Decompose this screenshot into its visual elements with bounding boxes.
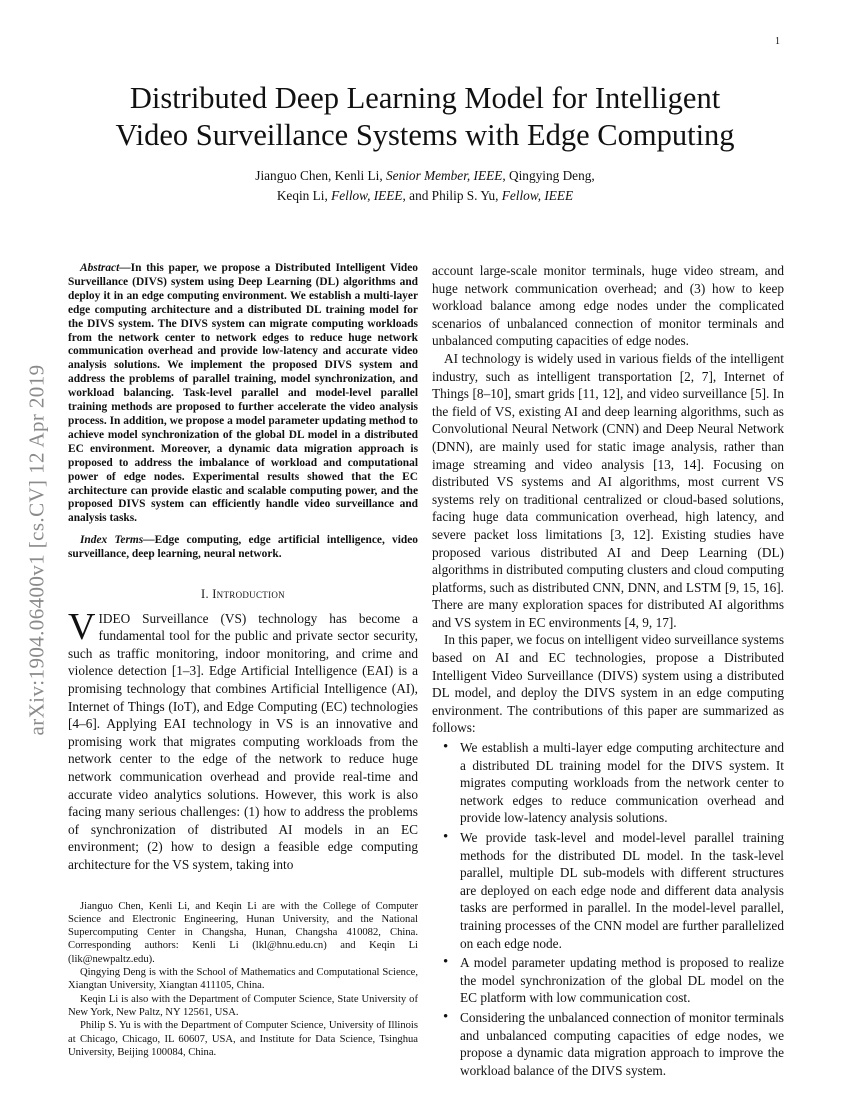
contribution-item: • Considering the unbalanced connection of monitor terminals and unbalanced computing capacities of edge nodes, we propose a dynamic data migration approach to improve the workload balance of the DIVS system. bbox=[460, 1009, 784, 1079]
contributions-list bbox=[432, 739, 784, 1079]
contribution-item: • We establish a multi-layer edge computing architecture and a distributed DL training model for the DIVS system. It migrates computing workloads from the network center to network edges to reduce communication overhead and provide low-latency analysis solutions. bbox=[460, 739, 784, 827]
author-names-4: , and Philip S. Yu, bbox=[402, 188, 502, 203]
footnote: Keqin Li is also with the Department of Computer Science, State University of New York, New Paltz, NY 12561, USA. bbox=[68, 993, 418, 1018]
author-line-1 bbox=[60, 166, 790, 186]
arxiv-watermark bbox=[20, 290, 54, 810]
author-line-2 bbox=[60, 186, 790, 206]
intro-paragraph-1-text: IDEO Surveillance (VS) technology has become a fundamental tool for the public and private sector security, such as traffic monitoring, indoor monitoring, and crime and violence detection [1–3]. Edge Artificial Intelligence (EAI) is a promising technology that combines Artificial Intelligence (AI), Internet of Things (IoT), and Edge Computing (EC) technologies [4–6]. Applying EAI technology in VS is an innovative and promising work that migrates computing workloads from the network center to the edge of the network to reduce huge network communication overhead and provide real-time and accurate video analytics solutions. However, this work is also facing many serious challenges: (1) how to address the problems of synchronization of distributed AI models in an EC environment; (2) how to design a feasible edge computing architecture for the VS system, taking into bbox=[68, 610, 418, 872]
title-line-1: Distributed Deep Learning Model for Intelligent bbox=[129, 81, 721, 115]
author-names-1: Jianguo Chen, Kenli Li, bbox=[255, 168, 387, 183]
drop-cap: V bbox=[68, 605, 96, 648]
section-title: Introduction bbox=[212, 587, 285, 602]
author-names-3: Keqin Li, bbox=[276, 188, 332, 203]
footnote: Jianguo Chen, Kenli Li, and Keqin Li are with the College of Computer Science and Electronic Engineering, Hunan University, and the National Supercomputing Center in Changsha, Hunan, Changsha 410082, China. Corresponding authors: Kenli Li (lkl@hnu.edu.cn) and Keqin Li (lik@newpaltz.edu). bbox=[68, 900, 418, 965]
arxiv-id-text: arXiv:1904.06400v1 [cs.CV] 12 Apr 2019 bbox=[24, 364, 49, 736]
intro-paragraph-1 bbox=[68, 605, 418, 874]
page-number: 1 bbox=[775, 36, 780, 47]
footnote: Qingying Deng is with the School of Mathematics and Computational Science, Xiangtan University, Xiangtan 411105, China. bbox=[68, 967, 418, 992]
author-role-2: Fellow, IEEE bbox=[331, 188, 403, 203]
index-terms-text: —Edge computing, edge artificial intelligence, video surveillance, deep learning, neural network. bbox=[68, 534, 418, 561]
right-column bbox=[432, 262, 784, 1081]
intro-paragraph-continued: account large-scale monitor terminals, huge video stream, and huge network communication overhead; and (3) how to keep workload balance among edge nodes under the complicated scenarios of unbalanced connection of monitor terminals and unbalanced computing capacities of edge nodes. bbox=[432, 263, 784, 349]
abstract bbox=[68, 262, 418, 526]
section-heading-introduction bbox=[68, 586, 418, 604]
title-line-2: Video Surveillance Systems with Edge Computing bbox=[115, 118, 735, 152]
contribution-item: • We provide task-level and model-level parallel training methods for the distributed DL model. In the task-level parallel, multiple DL sub-models with different structures are deployed on each edge node and different data analysis tasks are performed in parallel. In the model-level parallel, training processes of the CNN model are further parallelized on each edge node. bbox=[460, 829, 784, 952]
contribution-item: • A model parameter updating method is proposed to realize the model synchronization of the global DL model on the EC platform with low communication cost. bbox=[460, 954, 784, 1007]
abstract-label: Abstract bbox=[80, 262, 120, 274]
author-role-1: Senior Member, IEEE bbox=[386, 168, 503, 183]
left-column bbox=[68, 262, 418, 1059]
intro-paragraph-2: AI technology is widely used in various fields of the intelligent industry, such as intelligent transportation [2, 7], Internet of Things [8–10], smart grids [11, 12], and video surveillance [5]. In the field of VS, existing AI and deep learning algorithms, such as Convolutional Neural Network (CNN) and Deep Neural Network (DNN), are mainly used for static image analysis, rather than image streaming and video analysis [13, 14]. Focusing on distributed VS systems and AI algorithms, most current VS systems rely on traditional centralized or cloud-based solutions, facing huge data communication overhead, high latency, and severe packet loss limitations [3, 12]. Existing studies have proposed various distributed AI and Deep Learning (DL) algorithms in distributed computing clusters and cloud computing platforms, such as distributed CNN, DNN, and LSTM [9, 15, 16]. There are many exploration spaces for distributed AI algorithms and VS system in EC environments [4, 9, 17]. bbox=[432, 350, 784, 630]
intro-paragraph-3: In this paper, we focus on intelligent video surveillance systems based on AI and EC technologies, propose a Distributed Intelligent Video Surveillance (DIVS) system using a distributed DL model, and deploy the DIVS system in an edge computing environment. The contributions of this paper are summarized as follows: bbox=[432, 632, 784, 736]
section-number: I. bbox=[201, 587, 213, 602]
author-block bbox=[60, 166, 790, 206]
author-names-2: , Qingying Deng, bbox=[502, 168, 595, 183]
index-terms bbox=[68, 534, 418, 562]
author-role-3: Fellow, IEEE bbox=[501, 188, 574, 203]
footnote: Philip S. Yu is with the Department of Computer Science, University of Illinois at Chicago, Chicago, IL 60607, USA, and Institute for Data Science, Tsinghua University, Beijing 100084, China. bbox=[68, 1020, 418, 1058]
paper-title bbox=[60, 80, 790, 154]
abstract-text: —In this paper, we propose a Distributed Intelligent Video Surveillance (DIVS) system using Deep Learning (DL) algorithms and deploy it in an edge computing environment. We establish a multi-layer edge computing architecture and a distributed DL training model for the DIVS system. The DIVS system can migrate computing workloads from the network center to network edges to reduce huge network communication overhead and provide low-latency and accurate video analysis solutions. We implement the proposed DIVS system and address the problems of parallel training, model synchronization, and workload balancing. Task-level parallel and model-level parallel training methods are proposed to further accelerate the video analysis process. In addition, we propose a model parameter updating method to achieve model synchronization of the global DL model in a distributed EC environment. Moreover, a dynamic data migration approach is proposed to address the imbalance of workload and computational power of edge nodes. Experimental results showed that the EC architecture can provide elastic and scalable computing power, and the proposed DIVS system can efficiently handle video surveillance and analysis tasks. bbox=[68, 262, 418, 525]
index-terms-label: Index Terms bbox=[80, 534, 144, 547]
affiliation-footnotes bbox=[68, 900, 418, 1060]
